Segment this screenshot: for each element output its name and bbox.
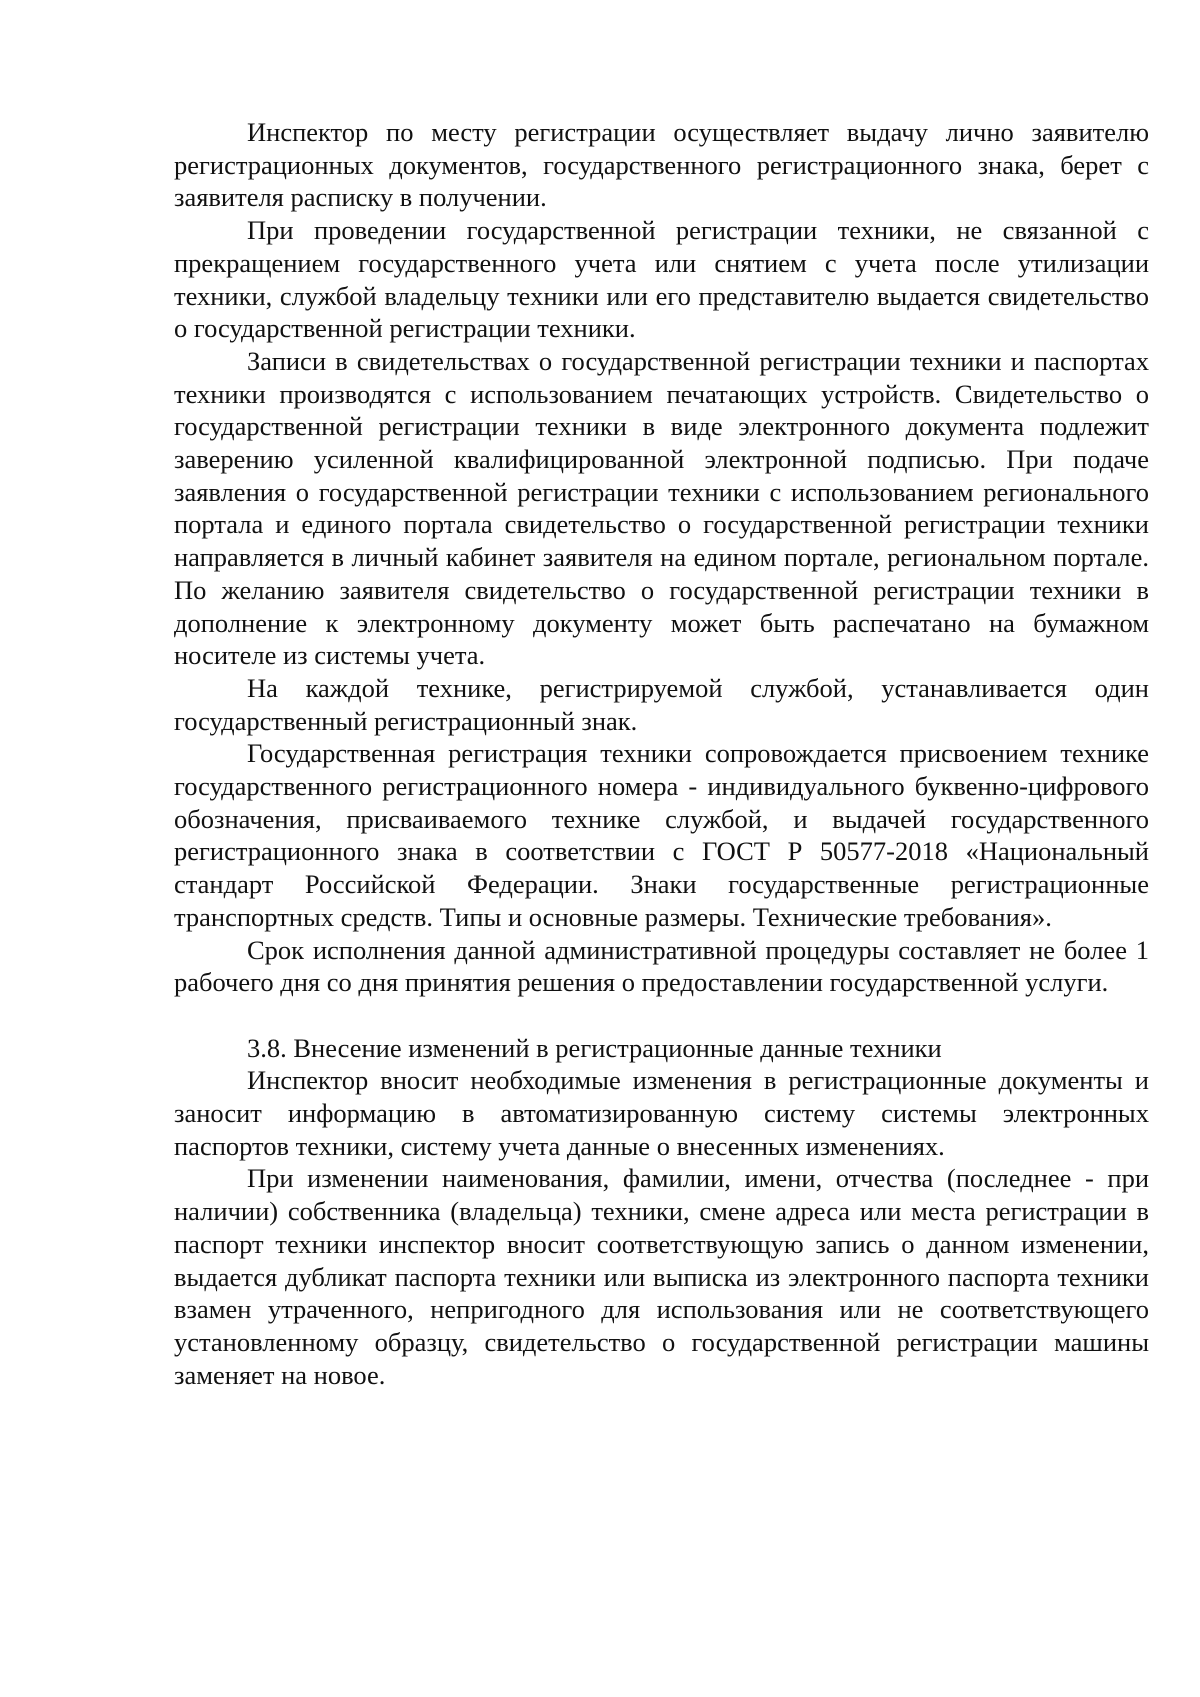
paragraph-document-issuance: Инспектор по месту регистрации осуществляет выдачу лично заявителю регистрационных документов, государственного регистрационного знака, берет с заявителя расписку в получении. [174, 117, 1149, 213]
paragraph-certificate-records: Записи в свидетельствах о государственной регистрации техники и паспортах техники производятся с использованием печатающих устройств. Свидетельство о государственной регистрации техники в виде электронного документа подлежит заверению усиленной квалифицированной электронной подписью. При подаче заявления о государственной регистрации техники с использованием регионального портала и единого портала свидетельство о государственной регистрации техники направляется в личный кабинет заявителя на едином портале, региональном портале. По желанию заявителя свидетельство о государственной регистрации техники в дополнение к электронному документу может быть распечатано на бумажном носителе из системы учета. [174, 345, 1149, 671]
document-page [174, 116, 1149, 1391]
paragraph-registration-certificate: При проведении государственной регистрации техники, не связанной с прекращением государственного учета или снятием с учета после утилизации техники, службой владельцу техники или его представителю выдается свидетельство о государственной регистрации техники. [174, 215, 1149, 344]
paragraph-procedure-deadline: Срок исполнения данной административной процедуры составляет не более 1 рабочего дня со дня принятия решения о предоставлении государственной услуги. [174, 934, 1149, 998]
paragraph-registration-number: Государственная регистрация техники сопровождается присвоением технике государственного регистрационного номера - индивидуального буквенно-цифрового обозначения, присваиваемого технике службой, и выдачей государственного регистрационного знака в соответствии с ГОСТ Р 50577-2018 «Национальный стандарт Российской Федерации. Знаки государственные регистрационные транспортных средств. Типы и основные размеры. Технические требования». [174, 738, 1149, 932]
paragraph-single-plate: На каждой технике, регистрируемой службой, устанавливается один государственный регистрационный знак. [174, 672, 1149, 736]
section-heading: 3.8. Внесение изменений в регистрационные данные техники [247, 1032, 942, 1063]
paragraph-inspector-changes: Инспектор вносит необходимые изменения в регистрационные документы и заносит информацию в автоматизированную систему системы электронных паспортов техники, систему учета данные о внесенных изменениях. [174, 1065, 1149, 1161]
paragraph-owner-data-change: При изменении наименования, фамилии, имени, отчества (последнее - при наличии) собственника (владельца) техники, смене адреса или места регистрации в паспорт техники инспектор вносит соответствующую запись о данном изменении, выдается дубликат паспорта техники или выписка из электронного паспорта техники взамен утраченного, непригодного для использования или не соответствующего установленному образцу, свидетельство о государственной регистрации машины заменяет на новое. [174, 1163, 1149, 1390]
